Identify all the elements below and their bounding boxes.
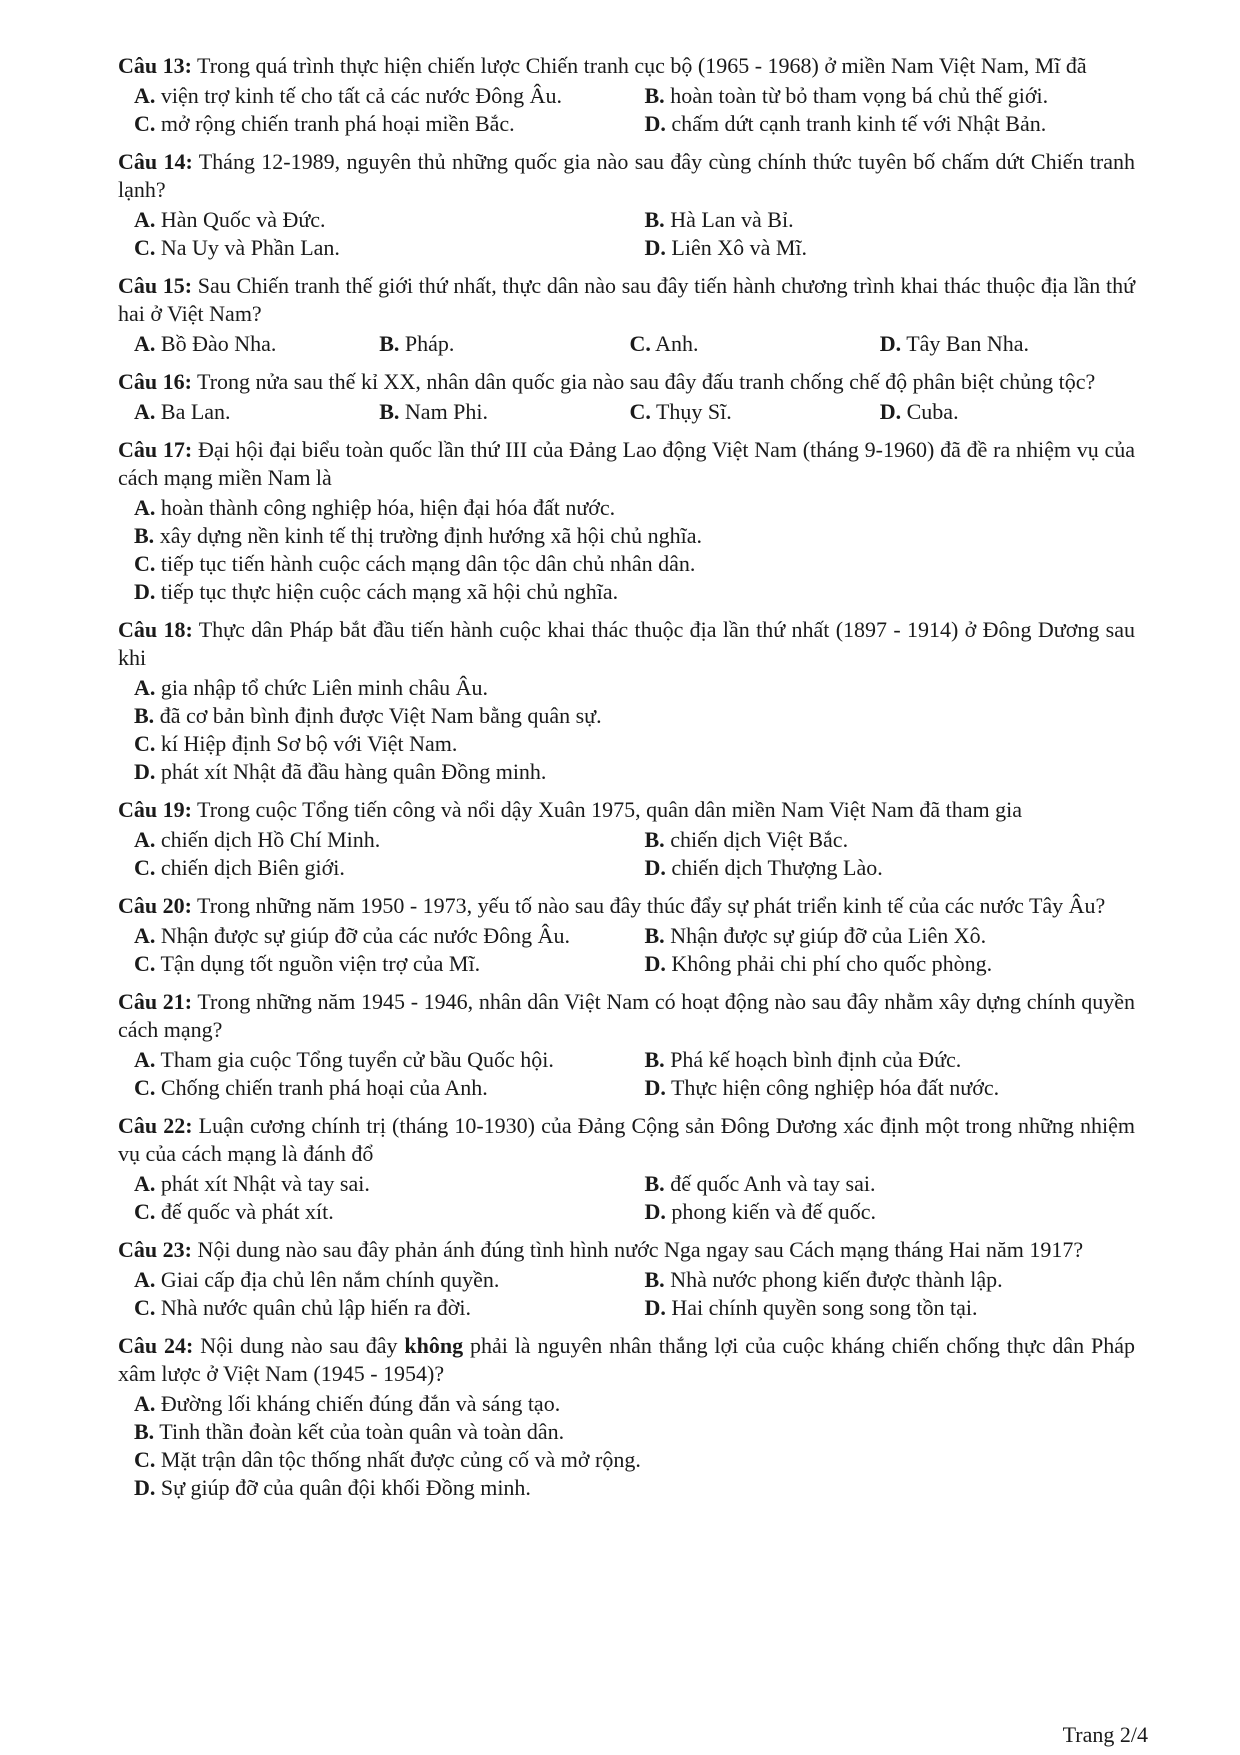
option-text: xây dựng nền kinh tế thị trường định hướng xã hội chủ nghĩa. (154, 523, 703, 548)
question-text: Trong nửa sau thế kỉ XX, nhân dân quốc gia nào sau đây đấu tranh chống chế độ phân biệt chủng tộc? (191, 369, 1096, 394)
answer-option (134, 110, 645, 138)
option-label: A. (134, 399, 156, 424)
option-label: C. (134, 551, 156, 576)
question-block (118, 52, 1135, 138)
option-label: C. (134, 731, 156, 756)
answer-options (118, 1046, 1135, 1102)
question-number: Câu 20: (118, 893, 192, 918)
answer-option (134, 1266, 645, 1294)
answer-option (629, 330, 879, 358)
option-text: tiếp tục tiến hành cuộc cách mạng dân tộc dân chủ nhân dân. (155, 551, 696, 576)
answer-options (118, 494, 1135, 606)
option-label: A. (134, 495, 156, 520)
option-row (118, 398, 1135, 426)
question-number: Câu 16: (118, 369, 192, 394)
option-label: A. (134, 1047, 156, 1072)
option-row (118, 110, 1135, 138)
answer-option (134, 330, 379, 358)
answer-options (118, 674, 1135, 786)
answer-option (134, 1474, 1135, 1502)
option-label: C. (134, 235, 156, 260)
option-text: đế quốc Anh và tay sai. (664, 1171, 876, 1196)
option-row (118, 1170, 1135, 1198)
option-row (118, 674, 1135, 702)
question-text: Trong những năm 1945 - 1946, nhân dân Việt Nam có hoạt động nào sau đây nhằm xây dựng chính quyền cách mạng? (118, 989, 1135, 1042)
option-row (118, 206, 1135, 234)
option-text: Nam Phi. (399, 399, 489, 424)
answer-option (645, 1046, 1135, 1074)
option-label: D. (644, 951, 666, 976)
question-block (118, 1236, 1135, 1322)
question-stem (118, 796, 1135, 824)
question-block (118, 1112, 1135, 1226)
option-row (118, 1074, 1135, 1102)
question-number: Câu 14: (118, 149, 193, 174)
question-block (118, 368, 1135, 426)
option-row (118, 1390, 1135, 1418)
option-label: D. (879, 331, 902, 356)
answer-options (118, 1170, 1135, 1226)
question-number: Câu 15: (118, 273, 193, 298)
option-row (118, 758, 1135, 786)
option-label: C. (134, 1295, 156, 1320)
option-row (118, 550, 1135, 578)
option-label: B. (379, 331, 400, 356)
answer-option (134, 1390, 1135, 1418)
answer-options (118, 398, 1135, 426)
question-stem (118, 52, 1135, 80)
question-text: Trong quá trình thực hiện chiến lược Chiến tranh cục bộ (1965 - 1968) ở miền Nam Việt Nam, Mĩ đã (191, 53, 1087, 78)
option-label: C. (629, 331, 651, 356)
question-stem (118, 368, 1135, 396)
answer-option (134, 578, 1135, 606)
option-row (118, 826, 1135, 854)
answer-option (134, 950, 645, 978)
question-text: Tháng 12-1989, nguyên thủ những quốc gia nào sau đây cùng chính thức tuyên bố chấm dứt Chiến tranh lạnh? (118, 149, 1135, 202)
answer-options (118, 82, 1135, 138)
answer-option (134, 1198, 645, 1226)
question-stem (118, 1236, 1135, 1264)
question-number: Câu 24: (118, 1333, 194, 1358)
option-text: chiến dịch Việt Bắc. (664, 827, 849, 852)
answer-option (134, 1170, 645, 1198)
answer-option (134, 758, 1135, 786)
question-stem (118, 436, 1135, 492)
option-text: Anh. (650, 331, 699, 356)
option-text: phát xít Nhật đã đầu hàng quân Đồng minh. (155, 759, 547, 784)
option-text: Tây Ban Nha. (901, 331, 1030, 356)
option-text: Thụy Sĩ. (650, 399, 732, 424)
option-row (118, 1418, 1135, 1446)
option-label: D. (879, 399, 902, 424)
question-block (118, 796, 1135, 882)
option-label: A. (134, 1171, 156, 1196)
answer-option (134, 674, 1135, 702)
question-text: Luận cương chính trị (tháng 10-1930) của Đảng Cộng sản Đông Dương xác định một trong những nhiệm vụ của cách mạng là đánh đổ (118, 1113, 1135, 1166)
option-text: Mặt trận dân tộc thống nhất được củng cố và mở rộng. (155, 1447, 641, 1472)
answer-option (645, 922, 1135, 950)
question-block (118, 616, 1135, 786)
option-text: gia nhập tổ chức Liên minh châu Âu. (155, 675, 489, 700)
answer-option (134, 854, 645, 882)
answer-option (134, 730, 1135, 758)
option-row (118, 1046, 1135, 1074)
option-label: A. (134, 331, 156, 356)
answer-option (629, 398, 879, 426)
option-text: chiến dịch Biên giới. (155, 855, 345, 880)
option-row (118, 922, 1135, 950)
question-number: Câu 13: (118, 53, 192, 78)
answer-option (134, 1074, 645, 1102)
question-stem (118, 1112, 1135, 1168)
question-block (118, 272, 1135, 358)
answer-option (134, 398, 379, 426)
question-text: phải là nguyên nhân thắng lợi của cuộc kháng chiến chống thực dân Pháp xâm lược ở Việt Nam (1945 - 1954)? (118, 1333, 1136, 1386)
question-text: Trong những năm 1950 - 1973, yếu tố nào sau đây thúc đẩy sự phát triển kinh tế của các nước Tây Âu? (191, 893, 1106, 918)
option-label: C. (134, 855, 156, 880)
option-label: B. (644, 207, 665, 232)
option-text: Ba Lan. (155, 399, 231, 424)
option-text: kí Hiệp định Sơ bộ với Việt Nam. (155, 731, 458, 756)
answer-option (645, 826, 1135, 854)
option-label: C. (134, 111, 156, 136)
option-text: viện trợ kinh tế cho tất cả các nước Đông Âu. (155, 83, 563, 108)
option-label: B. (644, 1047, 665, 1072)
option-row (118, 578, 1135, 606)
option-row (118, 1266, 1135, 1294)
option-text: Đường lối kháng chiến đúng đắn và sáng tạo. (155, 1391, 561, 1416)
option-label: B. (644, 827, 665, 852)
answer-options (118, 826, 1135, 882)
option-text: đế quốc và phát xít. (155, 1199, 334, 1224)
option-text: Hà Lan và Bỉ. (664, 207, 794, 232)
option-label: D. (134, 759, 156, 784)
answer-option (645, 854, 1135, 882)
option-text: chấm dứt cạnh tranh kinh tế với Nhật Bản. (665, 111, 1047, 136)
question-list (118, 52, 1135, 1502)
answer-option (134, 522, 1135, 550)
answer-option (134, 1294, 645, 1322)
option-text: Nhà nước quân chủ lập hiến ra đời. (155, 1295, 471, 1320)
option-text: Không phải chi phí cho quốc phòng. (665, 951, 993, 976)
answer-option (134, 82, 645, 110)
option-label: B. (379, 399, 400, 424)
option-label: B. (134, 703, 155, 728)
answer-option (134, 234, 645, 262)
option-row (118, 950, 1135, 978)
answer-options (118, 206, 1135, 262)
option-row (118, 522, 1135, 550)
option-label: B. (644, 1171, 665, 1196)
option-row (118, 494, 1135, 522)
option-text: hoàn thành công nghiệp hóa, hiện đại hóa đất nước. (155, 495, 616, 520)
answer-option (134, 494, 1135, 522)
answer-option (379, 398, 629, 426)
option-text: Bồ Đào Nha. (155, 331, 277, 356)
option-label: B. (644, 1267, 665, 1292)
option-row (118, 1198, 1135, 1226)
question-stem (118, 272, 1135, 328)
option-text: Nhận được sự giúp đỡ của Liên Xô. (664, 923, 987, 948)
option-text: tiếp tục thực hiện cuộc cách mạng xã hội chủ nghĩa. (155, 579, 619, 604)
option-label: A. (134, 1267, 156, 1292)
option-text: đã cơ bản bình định được Việt Nam bằng quân sự. (154, 703, 602, 728)
answer-option (645, 1198, 1135, 1226)
option-label: A. (134, 923, 156, 948)
option-label: B. (134, 1419, 155, 1444)
option-label: B. (134, 523, 155, 548)
option-text: phong kiến và đế quốc. (665, 1199, 877, 1224)
option-text: Nhà nước phong kiến được thành lập. (664, 1267, 1003, 1292)
option-label: D. (644, 235, 666, 260)
answer-options (118, 1390, 1135, 1502)
option-text: Pháp. (399, 331, 455, 356)
option-text: Tận dụng tốt nguồn viện trợ của Mĩ. (155, 951, 481, 976)
question-number: Câu 22: (118, 1113, 193, 1138)
answer-option (645, 82, 1135, 110)
question-block (118, 988, 1135, 1102)
option-label: A. (134, 83, 156, 108)
option-label: C. (629, 399, 651, 424)
option-label: D. (644, 855, 666, 880)
answer-option (134, 1046, 645, 1074)
option-label: A. (134, 827, 156, 852)
option-label: B. (644, 923, 665, 948)
option-row (118, 702, 1135, 730)
option-label: B. (644, 83, 665, 108)
option-text: Liên Xô và Mĩ. (665, 235, 808, 260)
option-row (118, 1294, 1135, 1322)
question-block (118, 892, 1135, 978)
question-block (118, 436, 1135, 606)
answer-option (880, 330, 1130, 358)
answer-option (134, 922, 645, 950)
option-text: Cuba. (901, 399, 959, 424)
option-label: A. (134, 675, 156, 700)
option-text: mở rộng chiến tranh phá hoại miền Bắc. (155, 111, 515, 136)
option-label: C. (134, 1075, 156, 1100)
question-stem (118, 1332, 1135, 1388)
option-text: phát xít Nhật và tay sai. (155, 1171, 370, 1196)
question-number: Câu 17: (118, 437, 193, 462)
option-text: Na Uy và Phần Lan. (155, 235, 340, 260)
option-row (118, 854, 1135, 882)
option-text: Phá kế hoạch bình định của Đức. (664, 1047, 962, 1072)
option-label: A. (134, 1391, 156, 1416)
option-row (118, 234, 1135, 262)
answer-option (645, 206, 1135, 234)
option-text: chiến dịch Thượng Lào. (665, 855, 883, 880)
question-emphasis: không (404, 1333, 464, 1358)
answer-options (118, 1266, 1135, 1322)
question-number: Câu 23: (118, 1237, 192, 1262)
question-stem (118, 988, 1135, 1044)
question-stem (118, 616, 1135, 672)
option-label: A. (134, 207, 156, 232)
option-text: hoàn toàn từ bỏ tham vọng bá chủ thế giới. (664, 83, 1049, 108)
answer-option (645, 234, 1135, 262)
option-row (118, 1446, 1135, 1474)
question-stem (118, 148, 1135, 204)
option-text: Hàn Quốc và Đức. (155, 207, 326, 232)
answer-option (134, 826, 645, 854)
option-text: Chống chiến tranh phá hoại của Anh. (155, 1075, 488, 1100)
option-text: Sự giúp đỡ của quân đội khối Đồng minh. (155, 1475, 531, 1500)
question-block (118, 1332, 1135, 1502)
option-text: chiến dịch Hồ Chí Minh. (155, 827, 381, 852)
answer-option (645, 950, 1135, 978)
question-number: Câu 18: (118, 617, 193, 642)
question-text: Sau Chiến tranh thế giới thứ nhất, thực dân nào sau đây tiến hành chương trình khai thác thuộc địa lần thứ hai ở Việt Nam? (118, 273, 1135, 326)
option-row (118, 82, 1135, 110)
answer-option (645, 1294, 1135, 1322)
question-text: Nội dung nào sau đây phản ánh đúng tình hình nước Nga ngay sau Cách mạng tháng Hai năm 1917? (191, 1237, 1084, 1262)
question-stem (118, 892, 1135, 920)
option-text: Tham gia cuộc Tổng tuyển cử bầu Quốc hội. (155, 1047, 554, 1072)
option-label: D. (644, 1199, 666, 1224)
answer-option (134, 1446, 1135, 1474)
option-row (118, 730, 1135, 758)
question-block (118, 148, 1135, 262)
option-row (118, 1474, 1135, 1502)
question-text: Nội dung nào sau đây (193, 1333, 405, 1358)
option-row (118, 330, 1135, 358)
option-text: Giai cấp địa chủ lên nắm chính quyền. (155, 1267, 500, 1292)
answer-options (118, 922, 1135, 978)
option-text: Hai chính quyền song song tồn tại. (665, 1295, 978, 1320)
question-text: Đại hội đại biểu toàn quốc lần thứ III của Đảng Lao động Việt Nam (tháng 9-1960) đã đề ra nhiệm vụ của cách mạng miền Nam là (118, 437, 1135, 490)
question-number: Câu 19: (118, 797, 192, 822)
answer-option (645, 1266, 1135, 1294)
option-label: D. (644, 1075, 666, 1100)
answer-option (379, 330, 629, 358)
answer-options (118, 330, 1135, 358)
answer-option (645, 1074, 1135, 1102)
answer-option (134, 206, 645, 234)
option-label: D. (134, 1475, 156, 1500)
question-text: Trong cuộc Tổng tiến công và nổi dậy Xuân 1975, quân dân miền Nam Việt Nam đã tham gia (191, 797, 1023, 822)
answer-option (645, 1170, 1135, 1198)
option-label: C. (134, 1199, 156, 1224)
question-number: Câu 21: (118, 989, 193, 1014)
question-text: Thực dân Pháp bắt đầu tiến hành cuộc khai thác thuộc địa lần thứ nhất (1897 - 1914) ở Đông Dương sau khi (118, 617, 1135, 670)
answer-option (134, 1418, 1135, 1446)
option-text: Tinh thần đoàn kết của toàn quân và toàn dân. (154, 1419, 565, 1444)
option-label: D. (134, 579, 156, 604)
option-label: C. (134, 1447, 156, 1472)
answer-option (134, 550, 1135, 578)
option-text: Nhận được sự giúp đỡ của các nước Đông Âu. (155, 923, 571, 948)
page-number: Trang 2/4 (1062, 1722, 1148, 1747)
option-text: Thực hiện công nghiệp hóa đất nước. (665, 1075, 1000, 1100)
answer-option (645, 110, 1135, 138)
answer-option (880, 398, 1130, 426)
option-label: D. (644, 111, 666, 136)
option-label: C. (134, 951, 156, 976)
option-label: D. (644, 1295, 666, 1320)
answer-option (134, 702, 1135, 730)
